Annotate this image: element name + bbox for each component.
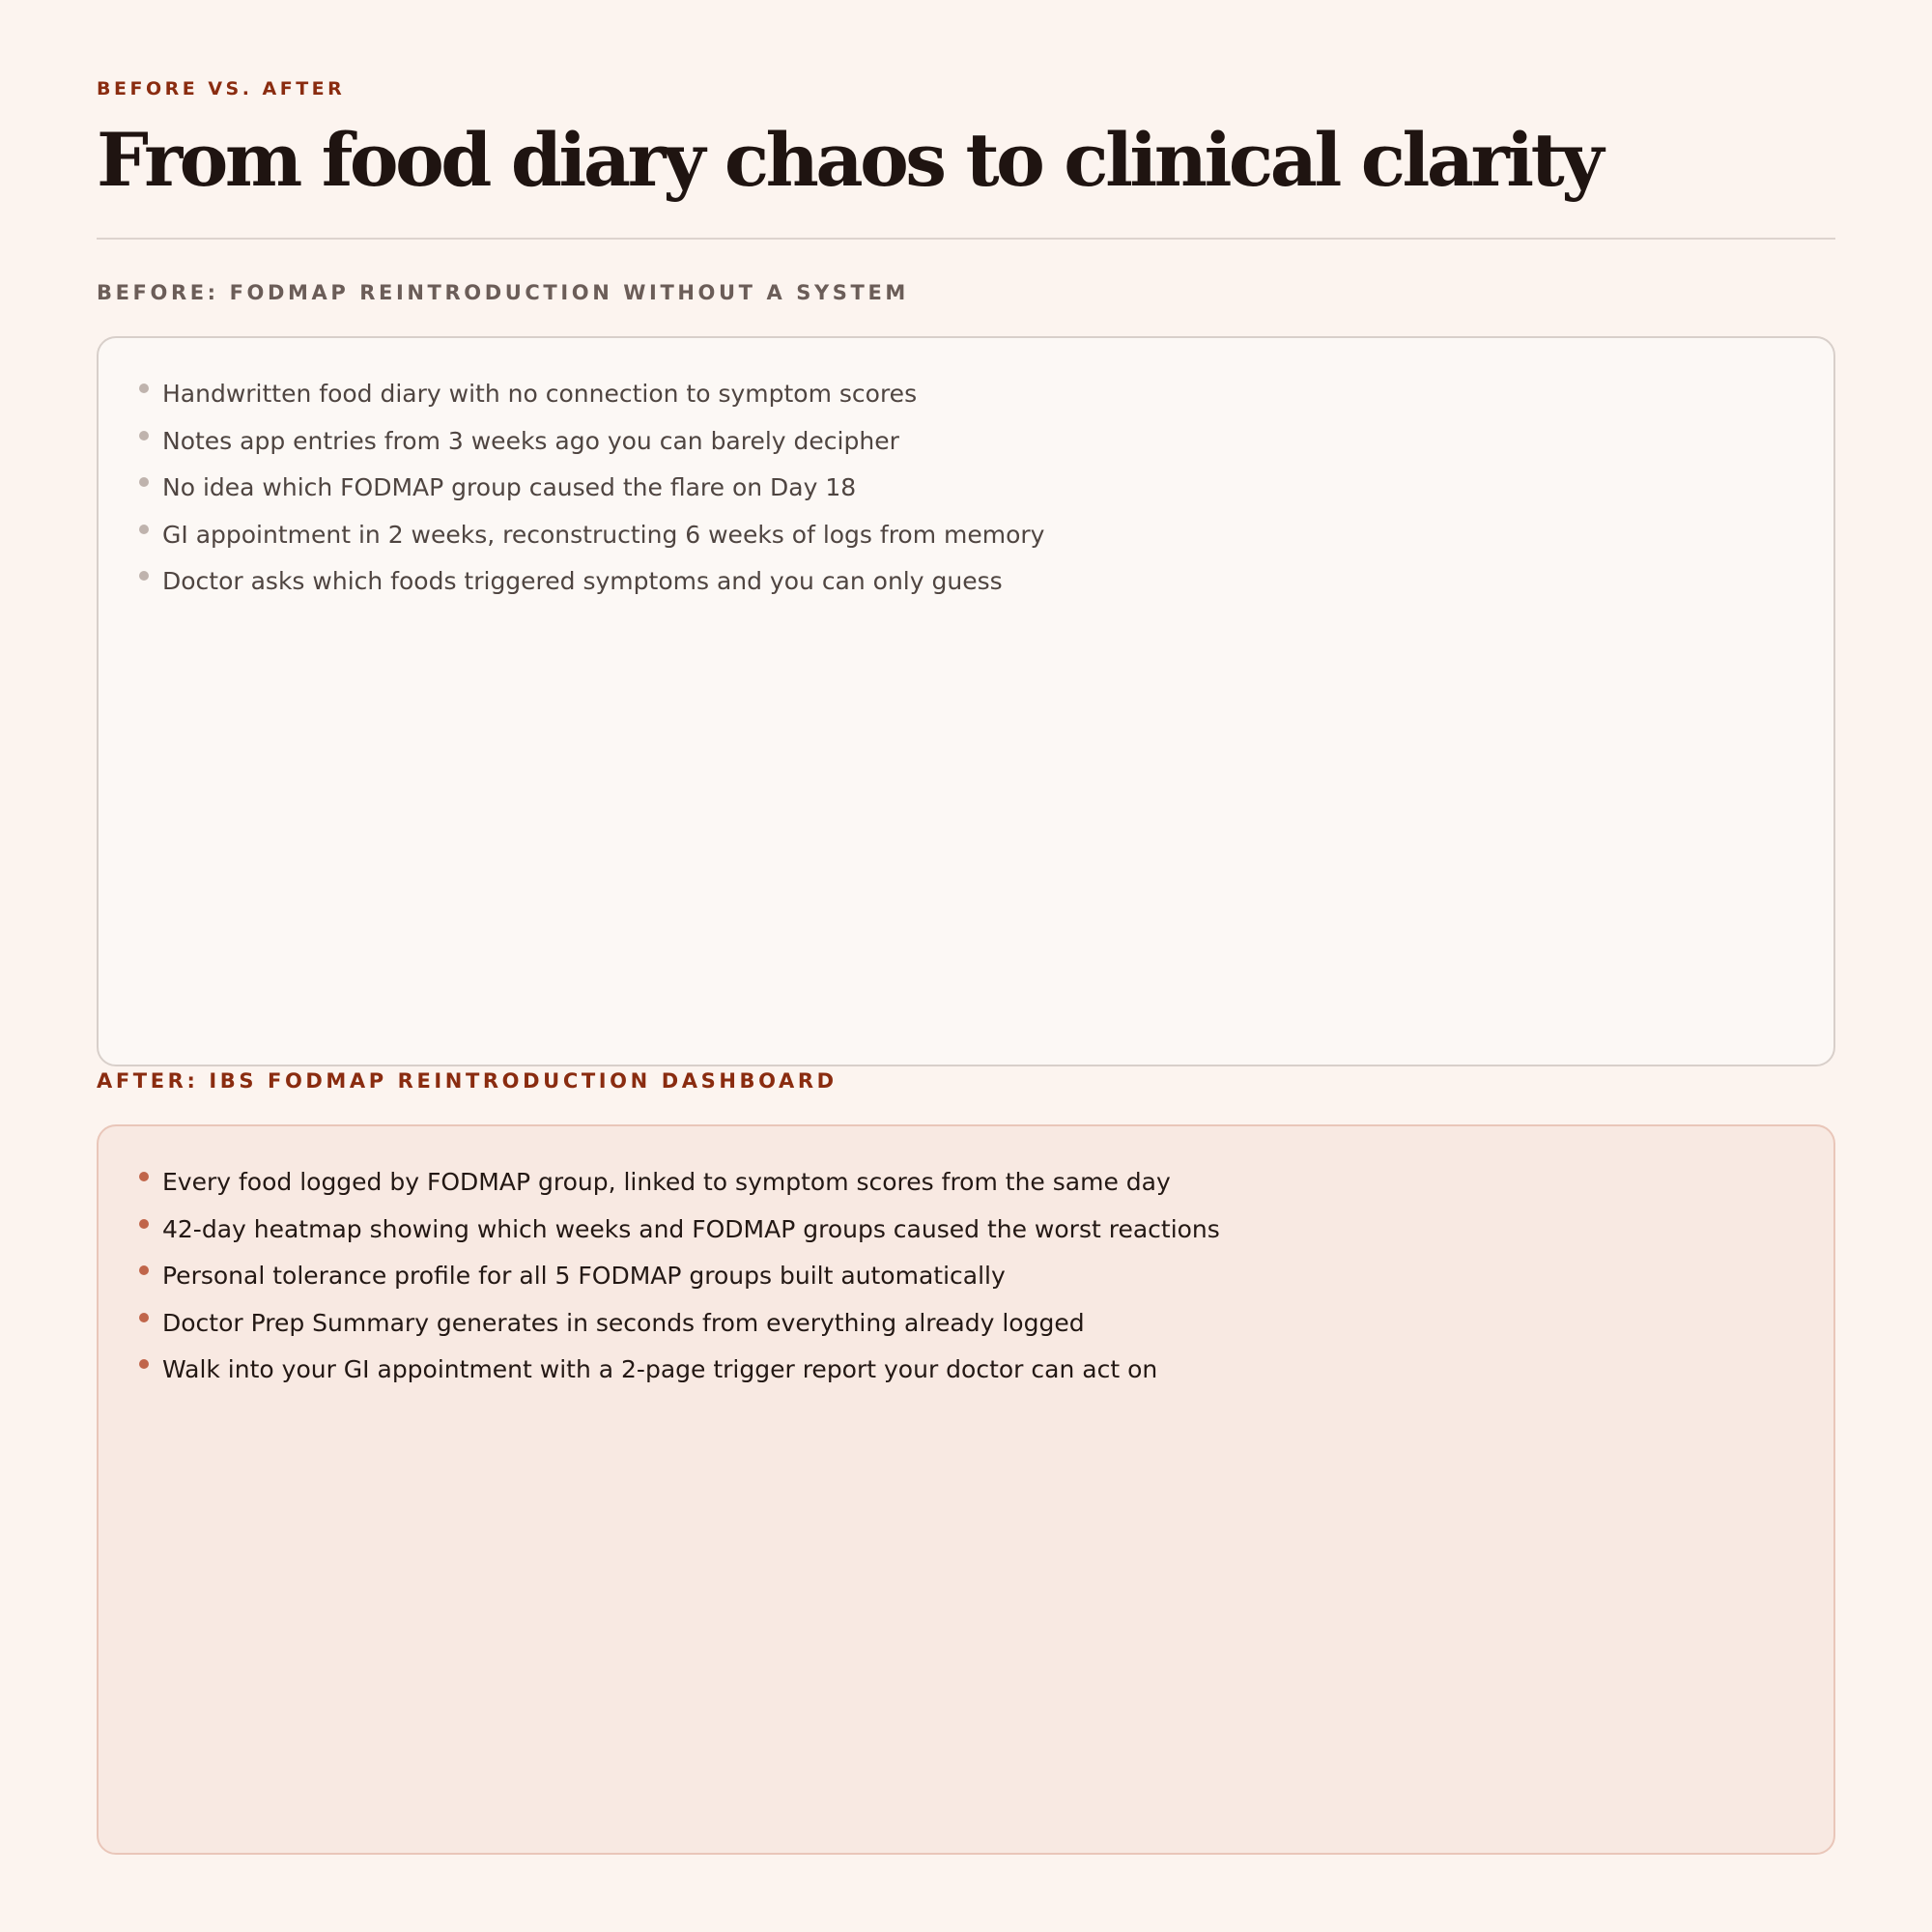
bullet-dot-icon (139, 1265, 149, 1275)
bullet-dot-icon (139, 384, 149, 393)
after-list-item (137, 1347, 1795, 1394)
after-panel (97, 1124, 1835, 1855)
after-item-text: 42-day heatmap showing which weeks and FODMAP groups caused the worst reactions (162, 1214, 1220, 1243)
after-list-item (137, 1253, 1795, 1300)
before-list-item (137, 465, 1795, 512)
title-divider (97, 238, 1835, 240)
bullet-dot-icon (139, 525, 149, 534)
eyebrow-label: BEFORE VS. AFTER (97, 78, 346, 99)
after-list-item (137, 1159, 1795, 1207)
bullet-dot-icon (139, 1313, 149, 1322)
after-item-text: Every food logged by FODMAP group, linked to symptom scores from the same day (162, 1168, 1171, 1196)
after-item-text: Personal tolerance profile for all 5 FODMAP groups built automatically (162, 1262, 1006, 1290)
after-section-label: AFTER: IBS FODMAP REINTRODUCTION DASHBOARD (97, 1069, 838, 1093)
before-list-item (137, 512, 1795, 559)
before-list-item (137, 418, 1795, 466)
before-item-text: Handwritten food diary with no connection to symptom scores (162, 380, 918, 408)
bullet-dot-icon (139, 571, 149, 581)
before-item-text: GI appointment in 2 weeks, reconstructing 6 weeks of logs from memory (162, 520, 1045, 549)
page-title: From food diary chaos to clinical clarity (97, 117, 1601, 203)
after-list-item (137, 1207, 1795, 1254)
bullet-dot-icon (139, 1219, 149, 1229)
bullet-dot-icon (139, 1172, 149, 1181)
before-list (137, 371, 1795, 606)
after-item-text: Doctor Prep Summary generates in seconds from everything already logged (162, 1308, 1085, 1337)
before-panel (97, 336, 1835, 1066)
before-list-item (137, 371, 1795, 418)
before-item-text: Doctor asks which foods triggered symptoms and you can only guess (162, 567, 1003, 595)
after-list-item (137, 1300, 1795, 1348)
comparison-page (97, 0, 1835, 1932)
before-item-text: Notes app entries from 3 weeks ago you can barely decipher (162, 426, 899, 455)
before-list-item (137, 558, 1795, 606)
bullet-dot-icon (139, 431, 149, 440)
before-item-text: No idea which FODMAP group caused the flare on Day 18 (162, 473, 857, 501)
before-section-label: BEFORE: FODMAP REINTRODUCTION WITHOUT A SYSTEM (97, 281, 909, 304)
bullet-dot-icon (139, 1359, 149, 1369)
after-item-text: Walk into your GI appointment with a 2-page trigger report your doctor can act on (162, 1355, 1158, 1383)
after-list (137, 1159, 1795, 1394)
bullet-dot-icon (139, 477, 149, 487)
